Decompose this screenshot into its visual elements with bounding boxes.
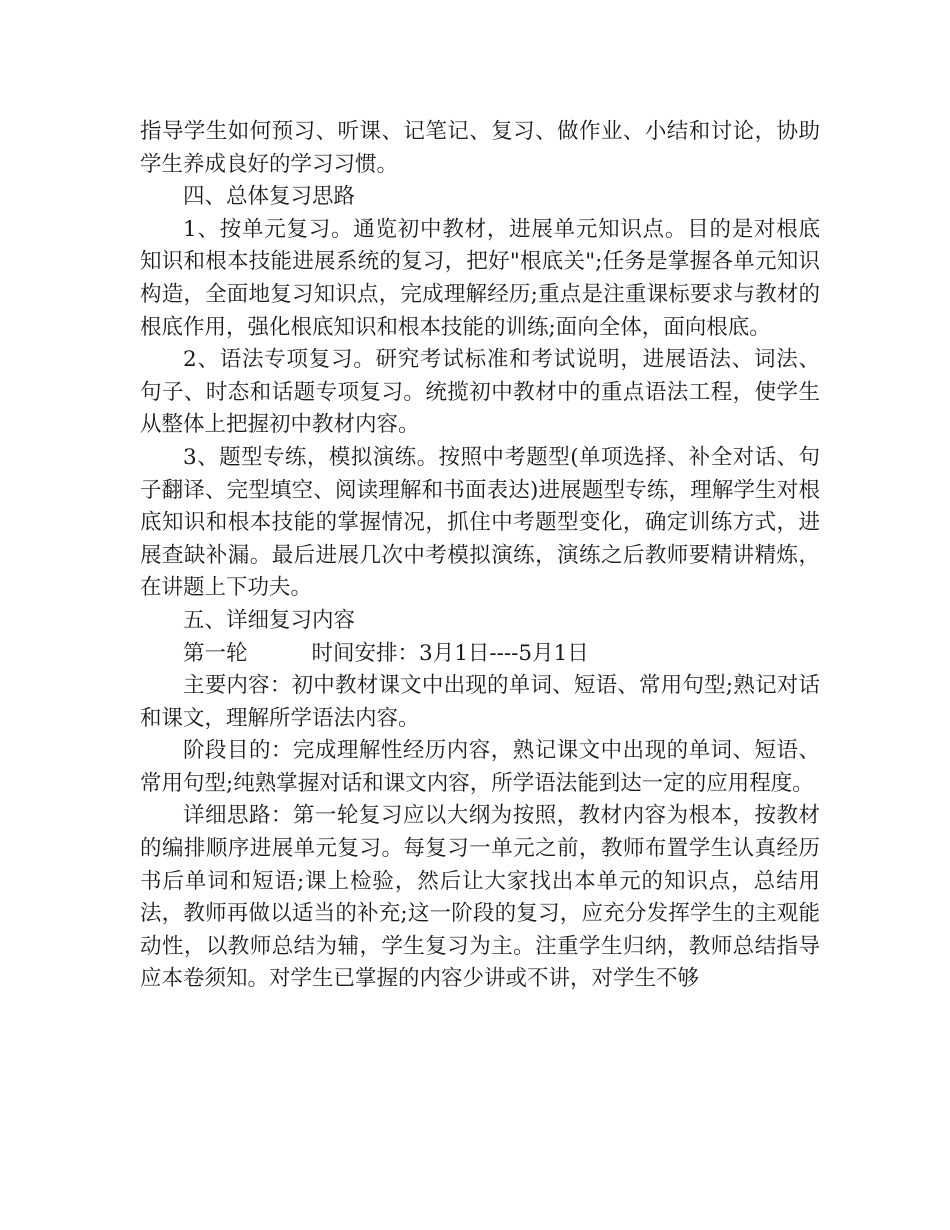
paragraph-question-type-practice: 3、题型专练，模拟演练。按照中考题型(单项选择、补全对话、句子翻译、完型填空、阅读理解和书面表达)进展题型专练，理解学生对根底知识和根本技能的掌握情况，抓住中考题型变化，确定训练方式，进展查缺补漏。最后进展几次中考模拟演练，演练之后教师要精讲精炼，在讲题上下功夫。 (140, 444, 820, 601)
section-heading-overall-review: 四、总体复习思路 (183, 184, 356, 210)
paragraph-grammar-review: 2、语法专项复习。研究考试标准和考试说明，进展语法、词法、句子、时态和话题专项复习。统揽初中教材中的重点语法工程，使学生从整体上把握初中教材内容。 (140, 347, 820, 438)
schedule-time: 时间安排：3月1日----5月1日 (311, 640, 589, 666)
document-page (140, 116, 820, 996)
paragraph-detailed-approach: 详细思路：第一轮复习应以大纲为按照，教材内容为根本，按教材的编排顺序进展单元复习。每复习一单元之前，教师布置学生认真经历书后单词和短语;课上检验，然后让大家找出本单元的知识点，总结用法，教师再做以适当的补充;这一阶段的复习，应充分发挥学生的主观能动性，以教师总结为辅，学生复习为主。注重学生归纳，教师总结指导应本卷须知。对学生已掌握的内容少讲或不讲，对学生不够 (140, 803, 820, 992)
schedule-round: 第一轮 (183, 640, 248, 666)
schedule-line (140, 638, 820, 671)
paragraph-continuation: 指导学生如何预习、听课、记笔记、复习、做作业、小结和讨论，协助学生养成良好的学习习惯。 (140, 119, 820, 177)
section-heading-detailed-content: 五、详细复习内容 (183, 607, 356, 633)
paragraph-main-content: 主要内容：初中教材课文中出现的单词、短语、常用句型;熟记对话和课文，理解所学语法内容。 (140, 673, 820, 731)
paragraph-unit-review: 1、按单元复习。通览初中教材，进展单元知识点。目的是对根底知识和根本技能进展系统的复习，把好"根底关";任务是掌握各单元知识构造，全面地复习知识点，完成理解经历;重点是注重课标要求与教材的根底作用，强化根底知识和根本技能的训练;面向全体，面向根底。 (140, 216, 820, 340)
paragraph-stage-goal: 阶段目的：完成理解性经历内容，熟记课文中出现的单词、短语、常用句型;纯熟掌握对话和课文内容，所学语法能到达一定的应用程度。 (140, 738, 820, 796)
